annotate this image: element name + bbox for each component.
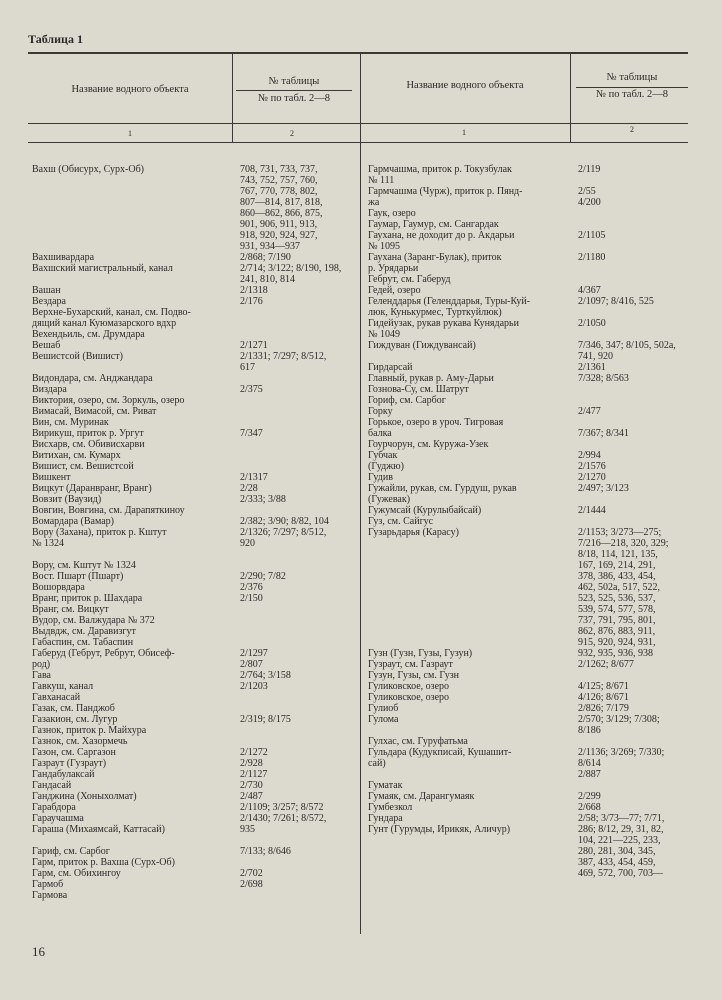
entry-name: сай) <box>368 758 386 769</box>
entry-numbers <box>240 439 356 450</box>
entry-numbers: 167, 169, 214, 291, <box>578 560 656 571</box>
entry-numbers <box>578 175 696 186</box>
entry-numbers <box>578 219 696 230</box>
entry-name: Вишист, см. Вешистсой <box>32 461 134 472</box>
entry-numbers: 2/1318 <box>240 285 268 296</box>
entry-numbers: 2/28 <box>240 483 258 494</box>
entry-name: Гармчашма, приток р. Токузбулак <box>368 164 512 175</box>
entry-name <box>32 230 230 241</box>
entry-numbers: 2/1270 <box>578 472 606 483</box>
entry-numbers: 241, 810, 814 <box>240 274 295 285</box>
entry-name: Вишкент <box>32 472 71 483</box>
entry-name: род) <box>32 659 51 670</box>
entry-numbers: 767, 770, 778, 802, <box>240 186 318 197</box>
entry-numbers: 708, 731, 733, 737, <box>240 164 318 175</box>
entry-name: Главный, рукав р. Аму-Дарьи <box>368 373 494 384</box>
column-number: 1 <box>462 128 466 137</box>
entry-numbers: 617 <box>240 362 255 373</box>
entry-numbers: 2/1105 <box>578 230 606 241</box>
entry-name: Гидейузак, рукав рукава Кунядарьи <box>368 318 519 329</box>
entry-numbers: 932, 935, 936, 938 <box>578 648 653 659</box>
entry-name: балка <box>368 428 392 439</box>
num-col-divider-left <box>236 90 352 91</box>
entry-numbers: 523, 525, 536, 537, <box>578 593 656 604</box>
entry-numbers: 2/1153; 3/273—275; <box>578 527 662 538</box>
entry-numbers: 2/928 <box>240 758 263 769</box>
entry-name: дящий канал Куюмазарского вдхр <box>32 318 177 329</box>
entry-name: Гузун, Гузы, см. Гузн <box>368 670 460 681</box>
entry-name: Гаумар, Гаумур, см. Сангардак <box>368 219 499 230</box>
entry-numbers: 2/382; 3/90; 8/82, 104 <box>240 516 329 527</box>
entry-numbers: 2/994 <box>578 450 601 461</box>
entry-numbers: 2/1097; 8/416, 525 <box>578 296 654 307</box>
entry-name: Вин, см. Муринак <box>32 417 109 428</box>
entry-name: Гундара <box>368 813 403 824</box>
entry-numbers: 2/1272 <box>240 747 268 758</box>
entry-numbers: 901, 906, 911, 913, <box>240 219 318 230</box>
entry-numbers <box>240 406 356 417</box>
column-number: 2 <box>290 129 294 138</box>
entry-numbers: 7/347 <box>240 428 263 439</box>
left-numbers-column <box>240 164 356 901</box>
entry-name: Вахшивардара <box>32 252 95 263</box>
entry-name <box>32 186 230 197</box>
entry-name: Гузарьдарья (Карасу) <box>368 527 459 538</box>
entry-numbers: 286; 8/12, 29, 31, 82, <box>578 824 664 835</box>
entry-name: Вовгин, Вовгина, см. Дарапяткиноу <box>32 505 185 516</box>
entry-name: Габеруд (Гебрут, Ребрут, Обисеф- <box>32 648 175 659</box>
entry-numbers <box>578 241 696 252</box>
entry-numbers: 7/328; 8/563 <box>578 373 629 384</box>
entry-name: Гунт (Гурумды, Ирикяк, Аличур) <box>368 824 511 835</box>
entry-name: Газакион, см. Лугур <box>32 714 118 725</box>
entry-numbers: 2/1203 <box>240 681 268 692</box>
entry-name: (Гужевак) <box>368 494 411 505</box>
entry-numbers: 7/133; 8/646 <box>240 846 291 857</box>
entry-name <box>32 549 230 560</box>
header-name-left: Название водного объекта <box>71 84 189 95</box>
entry-numbers: 2/714; 3/122; 8/190, 198, <box>240 263 342 274</box>
entry-name: Гаук, озеро <box>368 208 416 219</box>
entry-name: Гаухана, не доходит до р. Акдарьи <box>368 230 515 241</box>
entry-name: Гулхас, см. Гуруфатьма <box>368 736 468 747</box>
entry-name: Губчак <box>368 450 398 461</box>
entry-name: Гумбезкол <box>368 802 413 813</box>
entry-name: Видондара, см. Анджандара <box>32 373 153 384</box>
entry-numbers <box>240 890 356 901</box>
entry-name: Гульдара (Кудукписай, Кушашит- <box>368 747 512 758</box>
entry-name: Геленддарья (Геленддарья, Туры-Куй- <box>368 296 531 307</box>
entry-numbers: 2/570; 3/129; 7/308; <box>578 714 660 725</box>
entry-name: Гуликовское, озеро <box>368 681 450 692</box>
entry-name: Вомардара (Вамар) <box>32 516 114 527</box>
entry-numbers <box>240 604 356 615</box>
entry-numbers <box>240 329 356 340</box>
entry-name: Гуматак <box>368 780 403 791</box>
entry-numbers: 2/1576 <box>578 461 606 472</box>
entry-name <box>368 571 568 582</box>
entry-numbers: 807—814, 817, 818, <box>240 197 323 208</box>
entry-name: Гиждуван (Гиждувансай) <box>368 340 476 351</box>
entry-name <box>368 846 568 857</box>
column-separator <box>570 54 571 142</box>
entry-name: Вимасай, Вимасой, см. Риват <box>32 406 157 417</box>
entry-name: № 1324 <box>32 538 65 549</box>
entry-numbers: 2/55 <box>578 186 596 197</box>
entry-numbers <box>240 549 356 560</box>
entry-numbers <box>578 670 696 681</box>
entry-name: Газак, см. Панджоб <box>32 703 115 714</box>
entry-name <box>32 241 230 252</box>
entry-numbers <box>578 516 696 527</box>
entry-name: Вирикуш, приток р. Ургут <box>32 428 144 439</box>
entry-name <box>368 549 568 560</box>
header-top-rule <box>28 52 688 54</box>
entry-numbers: 862, 876, 883, 911, <box>578 626 656 637</box>
entry-numbers: 2/497; 3/123 <box>578 483 629 494</box>
entry-name <box>32 175 230 186</box>
entry-name: № 1049 <box>368 329 401 340</box>
entry-name: Гандабулаксай <box>32 769 95 780</box>
entry-name <box>32 835 230 846</box>
entry-numbers: 2/290; 7/82 <box>240 571 286 582</box>
entry-numbers: 2/119 <box>578 164 601 175</box>
entry-name: Габаспин, см. Табаспин <box>32 637 134 648</box>
entry-name <box>368 637 568 648</box>
entry-numbers <box>240 560 356 571</box>
entry-name: жа <box>368 197 380 208</box>
entry-name: Гарабдора <box>32 802 76 813</box>
entry-name <box>368 879 568 890</box>
entry-name: Гавкуш, канал <box>32 681 94 692</box>
entry-name: Вранг, см. Вицкут <box>32 604 109 615</box>
header-table-ref-right: № по табл. 2—8 <box>595 89 669 100</box>
entry-name <box>368 538 568 549</box>
entry-numbers: 2/702 <box>240 868 263 879</box>
entry-name: Гулома <box>368 714 399 725</box>
entry-numbers: 2/477 <box>578 406 601 417</box>
entry-name: Вахш (Обисурх, Сурх-Об) <box>32 164 144 175</box>
header-name-right: Название водного объекта <box>406 80 524 91</box>
entry-numbers: 2/319; 8/175 <box>240 714 291 725</box>
num-col-divider-right <box>576 87 688 88</box>
entry-numbers: 7/216—218, 320, 329; <box>578 538 669 549</box>
entry-name: Гава <box>32 670 51 681</box>
entry-name: Гедей, озеро <box>368 285 421 296</box>
entry-numbers: 2/826; 7/179 <box>578 703 629 714</box>
entry-name <box>368 351 568 362</box>
entry-name: Вашан <box>32 285 61 296</box>
entry-numbers <box>240 835 356 846</box>
entry-numbers <box>578 274 696 285</box>
entry-numbers: 2/887 <box>578 769 601 780</box>
entry-numbers <box>578 439 696 450</box>
entry-numbers: 378, 386, 433, 454, <box>578 571 656 582</box>
entry-numbers: 2/1271 <box>240 340 268 351</box>
entry-name <box>368 835 568 846</box>
entry-name: Вовзит (Ваузид) <box>32 494 102 505</box>
entry-numbers <box>240 318 356 329</box>
entry-name <box>368 626 568 637</box>
entry-name <box>32 362 230 373</box>
entry-numbers <box>240 417 356 428</box>
entry-numbers: 8/18, 114, 121, 135, <box>578 549 658 560</box>
entry-name <box>32 274 230 285</box>
entry-name: Гужумсай (Курулыбайсай) <box>368 505 482 516</box>
entry-numbers: 2/730 <box>240 780 263 791</box>
entry-numbers: 2/698 <box>240 879 263 890</box>
right-names-column <box>368 164 568 890</box>
entry-name: (Гуджю) <box>368 461 404 472</box>
entry-name: Горькое, озеро в уроч. Тигровая <box>368 417 504 428</box>
entry-numbers: 2/1361 <box>578 362 606 373</box>
right-numbers-column <box>578 164 696 879</box>
entry-name <box>368 560 568 571</box>
entry-name: Газон, см. Саргазон <box>32 747 116 758</box>
column-number: 1 <box>128 129 132 138</box>
entry-numbers <box>240 736 356 747</box>
entry-name: Газнок, приток р. Майхура <box>32 725 147 736</box>
entry-numbers <box>578 395 696 406</box>
entry-name <box>32 219 230 230</box>
column-separator <box>232 54 233 142</box>
entry-name: люк, Кунькурмес, Турткуйлюк) <box>368 307 502 318</box>
entry-name: Газраут (Гузраут) <box>32 758 107 769</box>
entry-numbers <box>578 208 696 219</box>
header-number-rule <box>28 123 688 124</box>
entry-numbers: 7/346, 347; 8/105, 502а, <box>578 340 676 351</box>
entry-numbers: 2/1180 <box>578 252 606 263</box>
entry-name: Вешистсой (Вишист) <box>32 351 123 362</box>
entry-numbers: 2/1297 <box>240 648 268 659</box>
entry-numbers: 4/200 <box>578 197 601 208</box>
header-table-num-left: № таблицы <box>268 76 320 87</box>
entry-name: Гирдарсай <box>368 362 413 373</box>
entry-numbers: 2/1430; 7/261; 8/572, <box>240 813 327 824</box>
entry-numbers: 931, 934—937 <box>240 241 300 252</box>
entry-name: Гараучашма <box>32 813 84 824</box>
entry-numbers: 741, 920 <box>578 351 613 362</box>
entry-numbers: 2/487 <box>240 791 263 802</box>
entry-numbers: 104, 221—225, 233, <box>578 835 661 846</box>
entry-numbers <box>578 780 696 791</box>
entry-name: Висхарв, см. Обивисхарви <box>32 439 145 450</box>
entry-numbers <box>240 395 356 406</box>
entry-numbers: 462, 502а, 517, 522, <box>578 582 660 593</box>
entry-name <box>368 604 568 615</box>
entry-numbers: 2/1317 <box>240 472 268 483</box>
entry-name: Гармчашма (Чурж), приток р. Пянд- <box>368 186 523 197</box>
entry-name <box>368 868 568 879</box>
entry-name: Вост. Пшарт (Пшарт) <box>32 571 124 582</box>
entry-numbers <box>240 725 356 736</box>
entry-numbers: 539, 574, 577, 578, <box>578 604 656 615</box>
entry-name: Гузн (Гузн, Гузы, Гузун) <box>368 648 473 659</box>
entry-name: Вахшский магистральный, канал <box>32 263 173 274</box>
entry-name: Вору, см. Кштут № 1324 <box>32 560 136 571</box>
entry-numbers: 2/1331; 7/297; 8/512, <box>240 351 327 362</box>
entry-name: Гулиоб <box>368 703 399 714</box>
entry-name: Гужайли, рукав, см. Гурдуш, рукав <box>368 483 517 494</box>
entry-name: Гараша (Михаямсай, Каттасай) <box>32 824 165 835</box>
entry-name: р. Урядарьи <box>368 263 419 274</box>
entry-numbers: 743, 752, 757, 760, <box>240 175 318 186</box>
entry-numbers: 7/367; 8/341 <box>578 428 629 439</box>
entry-numbers: 2/1326; 7/297; 8/512, <box>240 527 327 538</box>
entry-name <box>368 593 568 604</box>
entry-name: Гаухана (Заранг-Булак), приток <box>368 252 502 263</box>
entry-name: Гумаяк, см. Дарангумаяк <box>368 791 475 802</box>
entry-name: Виздара <box>32 384 67 395</box>
header-table-num-right: № таблицы <box>606 72 658 83</box>
entry-name: Витихан, см. Кумарх <box>32 450 121 461</box>
entry-name: Гандасай <box>32 780 72 791</box>
entry-name <box>32 208 230 219</box>
entry-numbers <box>240 373 356 384</box>
left-names-column <box>32 164 230 901</box>
entry-numbers <box>578 384 696 395</box>
entry-numbers <box>240 626 356 637</box>
entry-numbers: 4/367 <box>578 285 601 296</box>
entry-name <box>368 615 568 626</box>
entry-numbers: 2/150 <box>240 593 263 604</box>
entry-numbers: 8/186 <box>578 725 601 736</box>
entry-numbers <box>578 307 696 318</box>
entry-name: Гариф, см. Сарбог <box>32 846 110 857</box>
entry-numbers <box>578 494 696 505</box>
entry-numbers: 2/375 <box>240 384 263 395</box>
entry-numbers <box>578 329 696 340</box>
entry-numbers <box>240 857 356 868</box>
entry-name: Гарм, см. Обихингоу <box>32 868 121 879</box>
column-number: 2 <box>630 125 634 134</box>
entry-name <box>368 725 568 736</box>
entry-numbers: 2/1262; 8/677 <box>578 659 634 670</box>
entry-numbers: 2/1444 <box>578 505 606 516</box>
entry-name: № 111 <box>368 175 395 186</box>
entry-name: Газнок, см. Хазормечь <box>32 736 128 747</box>
entry-name: Гавханасай <box>32 692 81 703</box>
entry-name: Гуз, см. Сайгус <box>368 516 434 527</box>
entry-numbers <box>240 615 356 626</box>
entry-numbers: 4/126; 8/671 <box>578 692 629 703</box>
entry-numbers: 2/1109; 3/257; 8/572 <box>240 802 324 813</box>
entry-numbers: 2/1127 <box>240 769 268 780</box>
entry-name: Верхне-Бухарский, канал, см. Подво- <box>32 307 191 318</box>
entry-numbers <box>578 263 696 274</box>
entry-name: Вехендьиль, см. Друмдара <box>32 329 145 340</box>
entry-numbers: 2/1050 <box>578 318 606 329</box>
page-number: 16 <box>32 944 45 959</box>
entry-numbers: 860—862, 866, 875, <box>240 208 323 219</box>
entry-name: Вицкут (Даранвранг, Вранг) <box>32 483 152 494</box>
entry-numbers: 935 <box>240 824 255 835</box>
entry-numbers: 2/176 <box>240 296 263 307</box>
entry-numbers: 2/376 <box>240 582 263 593</box>
entry-name: № 1095 <box>368 241 401 252</box>
entry-numbers: 737, 791, 795, 801, <box>578 615 656 626</box>
entry-name: Гуликовское, озеро <box>368 692 450 703</box>
entry-numbers: 920 <box>240 538 255 549</box>
entry-numbers <box>240 450 356 461</box>
entry-name <box>368 769 568 780</box>
entry-name: Гориф, см. Сарбог <box>368 395 446 406</box>
entry-numbers: 2/58; 3/73—77; 7/71, <box>578 813 665 824</box>
entry-name: Вездара <box>32 296 66 307</box>
entry-name: Вранг, приток р. Шахдара <box>32 593 143 604</box>
entry-numbers: 2/1136; 3/269; 7/330; <box>578 747 665 758</box>
entry-numbers <box>240 307 356 318</box>
entry-numbers: 2/764; 3/158 <box>240 670 291 681</box>
entry-numbers: 2/807 <box>240 659 263 670</box>
table-title: Таблица 1 <box>28 32 83 46</box>
entry-numbers: 2/868; 7/190 <box>240 252 291 263</box>
entry-name <box>368 857 568 868</box>
entry-name: Вешаб <box>32 340 61 351</box>
entry-numbers: 469, 572, 700, 703— <box>578 868 663 879</box>
entry-name: Гоурчорун, см. Курyжа-Узек <box>368 439 489 450</box>
entry-name: Гудив <box>368 472 393 483</box>
entry-numbers: 4/125; 8/671 <box>578 681 629 692</box>
entry-numbers: 2/299 <box>578 791 601 802</box>
entry-name: Вошорвдара <box>32 582 85 593</box>
entry-numbers: 915, 920, 924, 931, <box>578 637 656 648</box>
column-separator <box>360 54 361 934</box>
entry-name: Выдвдж, см. Даравизгут <box>32 626 136 637</box>
entry-numbers: 387, 433, 454, 459, <box>578 857 656 868</box>
entry-name: Гузраут, см. Газраут <box>368 659 453 670</box>
header-table-ref-left: № по табл. 2—8 <box>257 93 331 104</box>
entry-name: Вудор, см. Валжудара № 372 <box>32 615 155 626</box>
entry-numbers <box>240 703 356 714</box>
entry-numbers <box>240 505 356 516</box>
entry-numbers: 2/333; 3/88 <box>240 494 286 505</box>
entry-name: Гармоб <box>32 879 64 890</box>
entry-numbers <box>578 417 696 428</box>
entry-name <box>368 582 568 593</box>
entry-numbers <box>578 736 696 747</box>
entry-numbers <box>240 692 356 703</box>
entry-name <box>32 197 230 208</box>
entry-numbers <box>240 637 356 648</box>
entry-numbers: 280, 281, 304, 345, <box>578 846 656 857</box>
entry-name: Гебрут, см. Габеруд <box>368 274 451 285</box>
entry-name: Гарм, приток р. Вахша (Сурх-Об) <box>32 857 175 868</box>
entry-name: Гармова <box>32 890 68 901</box>
entry-name: Виктория, озеро, см. Зоркуль, озеро <box>32 395 185 406</box>
entry-name: Гознова-Су, см. Шатрут <box>368 384 469 395</box>
header-bottom-rule <box>28 142 688 143</box>
entry-name: Горку <box>368 406 393 417</box>
entry-name: Ганджина (Хоныхолмат) <box>32 791 137 802</box>
entry-name: Вору (Захана), приток р. Кштут <box>32 527 167 538</box>
entry-numbers: 2/668 <box>578 802 601 813</box>
entry-numbers: 8/614 <box>578 758 601 769</box>
entry-numbers <box>240 461 356 472</box>
entry-numbers: 918, 920, 924, 927, <box>240 230 318 241</box>
